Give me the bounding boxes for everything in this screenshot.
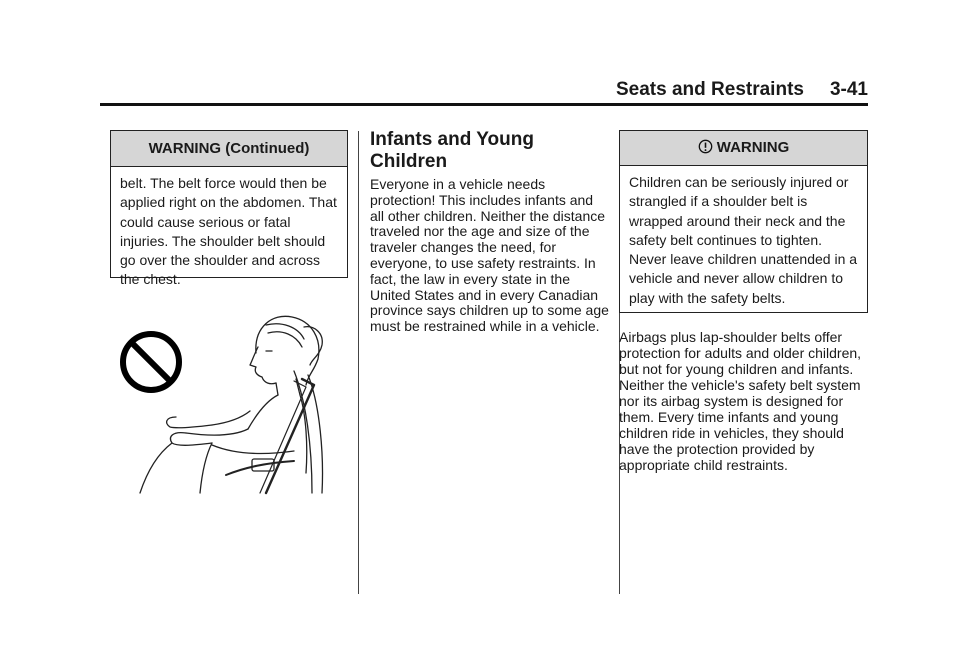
warning-box-body: belt. The belt force would then be applied right on the abdomen. That could cause serious or fatal injuries. The shoulder belt should go over the shoulder and across the chest. xyxy=(120,175,337,288)
section-heading: Infants and Young Children xyxy=(370,129,534,172)
intro-paragraph: Everyone in a vehicle needs protection! This includes infants and all other children. Neither the distance traveled nor the age and size of the traveler changes the need, for everyone, to use safety restraints. In fact, the law in every state in the United States and in every Canadian province says children up to some age must be restrained while in a vehicle. xyxy=(370,176,609,335)
airbag-paragraph: Airbags plus lap-shoulder belts offer protection for adults and older children, but not for young children and infants. Neither the vehicle's safety belt system nor its airbag system is designed for them. Every time infants and young children ride in vehicles, they should have the protection provided by appropriate child restraints. xyxy=(619,329,862,473)
warning-symbol-icon xyxy=(698,139,713,154)
section-title: Seats and Restraints xyxy=(616,79,804,100)
warning-box xyxy=(619,130,868,313)
page-number: 3-41 xyxy=(829,79,868,100)
seatbelt-illustration xyxy=(116,305,330,495)
prohibition-icon xyxy=(123,334,179,390)
warning-box-title: WARNING (Continued) xyxy=(111,131,347,167)
warning-box-continued xyxy=(110,130,348,288)
warning-title-text: WARNING xyxy=(716,139,790,156)
warning-box-body: Children can be seriously injured or strangled if a shoulder belt is wrapped around their neck and the safety belt continues to tighten. Never leave children unattended in a vehicle and never allow children to play with the safety belts. xyxy=(629,174,858,306)
warning-box-title xyxy=(620,131,867,166)
column-divider-left xyxy=(358,131,359,594)
page-header xyxy=(100,76,868,103)
header-rule xyxy=(100,103,868,106)
